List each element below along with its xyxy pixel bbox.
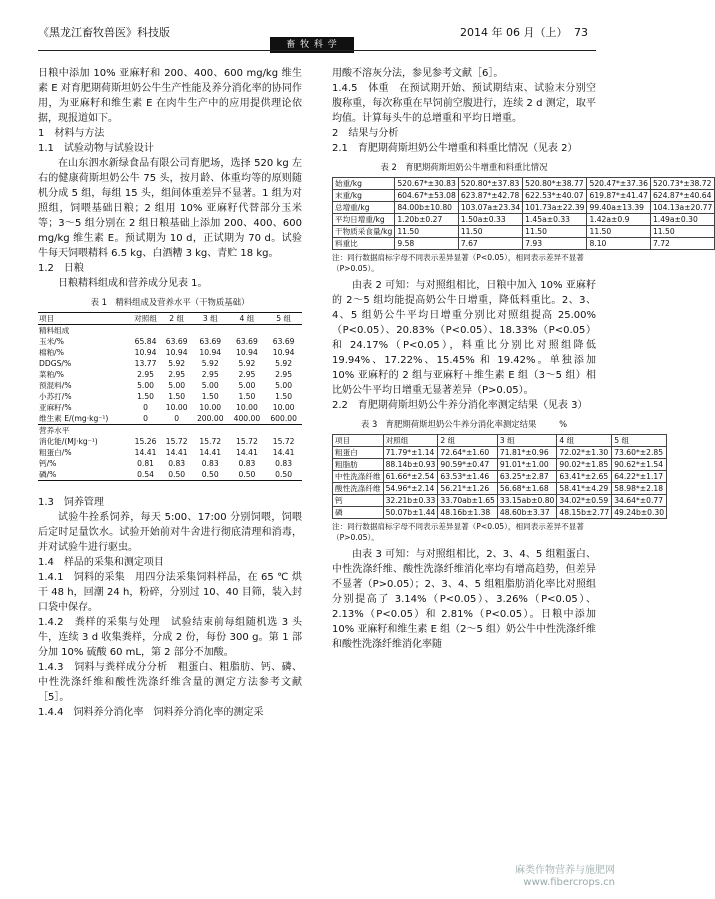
- table-cell: 5.92: [201, 359, 219, 368]
- table-cell: 5.92: [238, 359, 256, 368]
- table-cell: 1.50a±0.33: [458, 214, 522, 226]
- subsection-heading: 1.3 饲养管理: [38, 497, 104, 508]
- table-cell: 5.92: [168, 359, 186, 368]
- table2-row: [333, 202, 715, 214]
- table-cell: 90.02*±1.85: [557, 459, 612, 471]
- table1: [38, 312, 302, 481]
- table-cell: 64.22*±1.17: [612, 471, 667, 483]
- table-cell: 14.41: [134, 448, 157, 457]
- table3-caption: [332, 417, 596, 432]
- table-cell: 10.00: [199, 403, 222, 412]
- table1-section-row: [38, 425, 302, 437]
- table-cell: 72.64*±1.60: [438, 447, 497, 459]
- table3-row: [333, 495, 667, 507]
- table-cell: 10.94: [236, 348, 258, 357]
- table-cell: 0.83: [238, 459, 256, 468]
- table-cell: 0.50: [168, 470, 186, 479]
- table-cell: 10.00: [165, 403, 188, 412]
- table3-unit: %: [559, 419, 568, 429]
- table-cell: 72.02*±1.30: [557, 447, 612, 459]
- table-cell: 15.72: [199, 437, 222, 446]
- table-cell: 平均日增重/kg: [333, 214, 395, 226]
- table-cell: 34.64*±0.77: [612, 495, 667, 507]
- table-cell: 520.47*±37.36: [587, 178, 650, 190]
- table-cell: 预混料/%: [39, 381, 72, 390]
- table-cell: 48.15b±2.77: [557, 507, 612, 519]
- table-cell: 101.73a±22.39: [523, 202, 587, 214]
- table-cell: 623.87*±42.78: [458, 190, 522, 202]
- table-cell: 10.94: [272, 348, 295, 357]
- subsection-heading: 2.1 育肥期荷斯坦奶公牛增重和料重比情况（见表 2）: [332, 143, 578, 154]
- table-cell: 料重比: [333, 238, 395, 250]
- table-cell: 63.69: [199, 337, 222, 346]
- table-cell: 5.00: [201, 381, 219, 390]
- table-cell: 末重/kg: [333, 190, 395, 202]
- body-paragraph: 1.4.2 粪样的采集与处理 试验结束前每组随机选 3 头牛，连续 3 d 收集粪样，分成 2 份，每份 300 g。第 1 部分加 10% 硫酸 60 mL，第 2 部分不加酸。: [38, 617, 302, 658]
- left-column: [38, 66, 302, 720]
- table-cell: 亚麻籽/%: [39, 403, 72, 412]
- table-cell: 63.41*±2.65: [557, 471, 612, 483]
- table-cell: 58.41*±4.29: [557, 483, 612, 495]
- table-cell: 1.49a±0.30: [650, 214, 714, 226]
- table1-header-cell: 3 组: [202, 314, 218, 323]
- table-cell: 1.50: [168, 392, 186, 401]
- table-cell: 33.15ab±0.80: [497, 495, 556, 507]
- table-cell: 7.72: [650, 238, 714, 250]
- table1-row: [38, 458, 302, 469]
- table-cell: 2.95: [168, 370, 186, 379]
- table-cell: 0.83: [275, 459, 293, 468]
- table-cell: 0: [143, 414, 148, 423]
- table-cell: 11.50: [650, 226, 714, 238]
- table-cell: 2.95: [238, 370, 256, 379]
- table-cell: 10.94: [134, 348, 157, 357]
- table-cell: 58.98*±2.18: [612, 483, 667, 495]
- table-cell: 0.50: [201, 470, 219, 479]
- table-cell: 酸性洗涤纤维: [333, 483, 384, 495]
- table-cell: 2.95: [201, 370, 219, 379]
- table-cell: 棉粕/%: [39, 348, 64, 357]
- table-cell: 1.50: [238, 392, 256, 401]
- table-cell: 1.50: [275, 392, 293, 401]
- table1-header-cell: 对照组: [134, 314, 157, 323]
- table1-header-cell: 2 组: [169, 314, 185, 323]
- table-cell: 84.00b±10.80: [395, 202, 458, 214]
- table-cell: 7.93: [523, 238, 587, 250]
- subsection-heading: 1.1 试验动物与试验设计: [38, 143, 154, 154]
- section-heading: 2 结果与分析: [332, 128, 399, 139]
- table-cell: 粗脂肪: [333, 459, 384, 471]
- table-cell: 5.00: [275, 381, 293, 390]
- table-cell: 71.79*±1.14: [383, 447, 438, 459]
- table-cell: 14.41: [199, 448, 222, 457]
- table-cell: 0.50: [238, 470, 256, 479]
- table-cell: 56.21*±1.26: [438, 483, 497, 495]
- table-cell: 玉米/%: [39, 337, 64, 346]
- table2-row: [333, 178, 715, 190]
- right-column: [332, 66, 713, 652]
- table3-note: 注：同行数据肩标字母不同表示差异显著（P<0.05），相同表示差异不显著（P>0.05）。: [332, 522, 584, 542]
- body-paragraph: 日粮精料组成和营养成分见表 1。: [58, 278, 208, 289]
- table-cell: 48.60b±3.37: [497, 507, 556, 519]
- table3-header-cell: 2 组: [438, 435, 497, 447]
- table1-row: [38, 402, 302, 413]
- table3-header-row: [333, 435, 667, 447]
- table-cell: 91.01*±1.00: [497, 459, 556, 471]
- table-cell: 50.07b±1.44: [383, 507, 438, 519]
- table-cell: 5.00: [137, 381, 154, 390]
- table-cell: 15.72: [165, 437, 188, 446]
- table-cell: 520.67*±30.83: [395, 178, 458, 190]
- table-cell: 7.67: [458, 238, 522, 250]
- table1-section-row: [38, 325, 302, 337]
- table1-header-row: [38, 313, 302, 325]
- table-cell: 磷: [333, 507, 384, 519]
- journal-name: 《黑龙江畜牧兽医》科技版: [38, 26, 170, 39]
- table-cell: 400.00: [233, 414, 261, 423]
- table-cell: 0: [174, 414, 180, 423]
- table-cell: 88.14b±0.93: [383, 459, 438, 471]
- table-cell: 520.80*±38.77: [523, 178, 587, 190]
- table-cell: 14.41: [236, 448, 258, 457]
- table-cell: 8.10: [587, 238, 650, 250]
- table2-row: [333, 226, 715, 238]
- table3-row: [333, 507, 667, 519]
- body-paragraph: 试验牛拴系饲养，每天 5:00、17:00 分别饲喂，饲喂后定时足量饮水。试验开始前对牛舍进行彻底清理和消毒，并对试验牛进行驱虫。: [38, 512, 302, 553]
- table-cell: 56.68*±1.68: [497, 483, 556, 495]
- table-cell: 1.50: [201, 392, 219, 401]
- table-cell: 15.72: [272, 437, 295, 446]
- intro-paragraph: 日粮中添加 10% 亚麻籽和 200、400、600 mg/kg 维生素 E 对育肥期荷斯坦奶公牛生产性能及养分消化率的协同作用，为亚麻籽和维生素 E 在肉牛生产中的应用提供理论依据，现报道如下。: [38, 68, 302, 124]
- table1-header-cell: 项目: [39, 314, 55, 323]
- table-cell: 2.95: [275, 370, 293, 379]
- table2: [332, 177, 715, 250]
- table-cell: 维生素 E/(mg·kg⁻¹): [39, 414, 109, 423]
- table3-header-cell: 5 组: [612, 435, 667, 447]
- table-cell: 11.50: [458, 226, 522, 238]
- table-cell: 90.62*±1.54: [612, 459, 667, 471]
- table3-row: [333, 459, 667, 471]
- table-cell: 始重/kg: [333, 178, 395, 190]
- page-number: 73: [574, 26, 588, 39]
- table-cell: 15.72: [236, 437, 258, 446]
- table-cell: DDGS/%: [39, 359, 72, 368]
- table1-header-cell: 4 组: [239, 314, 255, 323]
- table3-header-cell: 项目: [333, 435, 384, 447]
- table3-header-cell: 3 组: [497, 435, 556, 447]
- table1-row: [38, 347, 302, 358]
- table-cell: 0.54: [137, 470, 154, 479]
- table-cell: 63.25*±2.87: [497, 471, 556, 483]
- table1-header-cell: 5 组: [276, 314, 292, 323]
- table3-header-cell: 4 组: [557, 435, 612, 447]
- body-paragraph: 由表 3 可知：与对照组相比，2、3、4、5 组粗蛋白、中性洗涤纤维、酸性洗涤纤维消化率均有增高趋势，但差异不显著（P>0.05）；2、3、4、5 组粗脂肪消化率比对照组分别提高了 3.14%（P<0.05）、3.26%（P<0.05）、2.13%（P<0.05）和 2.81%（P<0.05）。日粮中添加 10% 亚麻籽和维生素 E 组（2～5 组）奶公牛中性洗涤纤维和酸性洗涤纤维消化率随: [332, 549, 596, 650]
- table-cell: 钙: [333, 495, 384, 507]
- table1-row: [38, 469, 302, 481]
- table1-row: [38, 358, 302, 369]
- table-cell: 600.00: [270, 414, 297, 423]
- table-cell: 63.53*±1.46: [438, 471, 497, 483]
- table-cell: 13.77: [134, 359, 157, 368]
- table-cell: 103.07a±23.34: [458, 202, 522, 214]
- table-cell: 14.41: [272, 448, 295, 457]
- table-cell: 48.16b±1.38: [438, 507, 497, 519]
- table-cell: 1.45a±0.33: [523, 214, 587, 226]
- body-paragraph: 用酸不溶灰分法，参见参考文献［6］。: [332, 68, 504, 79]
- header-rule: [38, 50, 596, 51]
- table1-section-label: 精料组成: [39, 326, 70, 335]
- table1-row: [38, 380, 302, 391]
- table-cell: 49.24b±0.30: [612, 507, 667, 519]
- table-cell: 15.26: [134, 437, 157, 446]
- table-cell: 磷/%: [39, 470, 57, 479]
- table2-row: [333, 214, 715, 226]
- table-cell: 622.53*±40.07: [523, 190, 587, 202]
- table-cell: 73.60*±2.85: [612, 447, 667, 459]
- table-cell: 11.50: [587, 226, 650, 238]
- table3-caption-text: 表 3 育肥期荷斯坦奶公牛养分消化率测定结果: [360, 419, 537, 429]
- table-cell: 63.69: [272, 337, 295, 346]
- table-cell: 钙/%: [39, 459, 57, 468]
- table-cell: 1.42a±0.9: [587, 214, 650, 226]
- table1-row: [38, 413, 302, 425]
- table-cell: 104.13a±20.77: [650, 202, 714, 214]
- table-cell: 32.21b±0.33: [383, 495, 438, 507]
- table-cell: 65.84: [134, 337, 157, 346]
- table-cell: 1.20b±0.27: [395, 214, 458, 226]
- table2-row: [333, 190, 715, 202]
- table-cell: 11.50: [523, 226, 587, 238]
- table-cell: 34.02*±0.59: [557, 495, 612, 507]
- body-paragraph: 由表 2 可知：与对照组相比，日粮中加入 10% 亚麻籽的 2～5 组均能提高奶公牛日增重，降低料重比。2、3、4、5 组奶公牛平均日增重分别比对照组提高 25.00%（P<0.05）、20.83%（P<0.05）、18.33%（P<0.05）和 24.17%（P<0.05），料重比分别比对照组降低 19.94%、17.22%、15.45% 和 19.42%。单独添加 10% 亚麻籽的 2 组与亚麻籽＋维生素 E 组（3～5 组）相比奶公牛平均日增重无显著差异（P>0.05）。: [332, 280, 596, 396]
- table-cell: 63.69: [165, 337, 188, 346]
- table-cell: 200.00: [196, 414, 224, 423]
- watermark: [515, 865, 615, 889]
- body-paragraph: 1.4.1 饲料的采集 用四分法采集饲料样品，在 65 ℃ 烘干 48 h，回潮 24 h，粉碎，分别过 10、40 目筛，装入封口袋中保存。: [38, 572, 302, 613]
- table-cell: 菜粕/%: [39, 370, 64, 379]
- table-cell: 5.00: [238, 381, 256, 390]
- table-cell: 71.81*±0.96: [497, 447, 556, 459]
- table-cell: 54.96*±2.14: [383, 483, 438, 495]
- body-paragraph: 在山东泗水新绿食品有限公司育肥场，选择 520 kg 左右的健康荷斯坦奶公牛 75 头，按月龄、体重均等的原则随机分成 5 组，每组 15 头，组间体重差异不显著。1 组为对照组，饲喂基础日粮；2 组用 10% 亚麻籽代替部分玉米等；3～5 组分别在 2 组日粮基础上添加 200、400、600 mg/kg 维生素 E。预试期为 10 d，正试期为 70 d。试验牛每天饲喂精料 6.5 kg、白酒糟 3 kg、青贮 18 kg。: [38, 158, 302, 259]
- table-cell: 中性洗涤纤维: [333, 471, 384, 483]
- table3-row: [333, 471, 667, 483]
- table1-row: [38, 436, 302, 447]
- subsection-heading: 1.2 日粮: [38, 263, 84, 274]
- table3-header-cell: 对照组: [383, 435, 438, 447]
- table1-row: [38, 369, 302, 380]
- table2-note: 注：同行数据肩标字母不同表示差异显著（P<0.05），相同表示差异不显著（P>0.05）。: [332, 253, 584, 273]
- table-cell: 0.50: [275, 470, 293, 479]
- table-cell: 624.87*±40.64: [650, 190, 714, 202]
- table-cell: 10.00: [236, 403, 258, 412]
- table-cell: 消化能/(MJ·kg⁻¹): [39, 437, 98, 446]
- table-cell: 0.83: [201, 459, 219, 468]
- table-cell: 2.95: [137, 370, 154, 379]
- table-cell: 0.81: [137, 459, 154, 468]
- table-cell: 5.92: [275, 359, 293, 368]
- table-cell: 63.69: [236, 337, 258, 346]
- body-paragraph: 1.4.4 饲料养分消化率 饲料养分消化率的测定采: [38, 707, 264, 718]
- section-banner: 畜 牧 科 学: [270, 37, 354, 53]
- table-cell: 粗蛋白: [333, 447, 384, 459]
- table1-caption: 表 1 精料组成及营养水平（干物质基础）: [90, 297, 250, 307]
- table-cell: 520.73*±38.72: [650, 178, 714, 190]
- table-cell: 11.50: [395, 226, 458, 238]
- table-cell: 0.83: [168, 459, 186, 468]
- table1-row: [38, 391, 302, 402]
- body-paragraph: 1.4.3 饲料与粪样成分分析 粗蛋白、粗脂肪、钙、磷、中性洗涤纤维和酸性洗涤纤维含量的测定方法参考文献［5］。: [38, 662, 302, 703]
- body-paragraph: 1.4.5 体重 在预试期开始、预试期结束、试验末分别空腹称重，每次称重在早饲前空腹进行，连续 2 d 测定，取平均值。计算每头牛的总增重和平均日增重。: [332, 83, 596, 124]
- table-cell: 619.87*±41.47: [587, 190, 650, 202]
- table-cell: 520.80*±37.83: [458, 178, 522, 190]
- table-cell: 粗蛋白/%: [39, 448, 72, 457]
- table-cell: 33.70ab±1.65: [438, 495, 497, 507]
- table-cell: 0: [143, 403, 148, 412]
- table-cell: 99.40a±13.39: [587, 202, 650, 214]
- table-cell: 10.00: [272, 403, 295, 412]
- table3-row: [333, 447, 667, 459]
- table-cell: 总增重/kg: [333, 202, 395, 214]
- watermark-site-name: 麻类作物营养与施肥网: [515, 865, 615, 876]
- table-cell: 9.58: [395, 238, 458, 250]
- table-cell: 14.41: [165, 448, 188, 457]
- issue-date: 2014 年 06 月（上）: [460, 26, 568, 39]
- table-cell: 61.66*±2.54: [383, 471, 438, 483]
- table-cell: 10.94: [199, 348, 222, 357]
- table-cell: 604.67*±53.08: [395, 190, 458, 202]
- watermark-url: www.fibercrops.cn: [523, 877, 615, 888]
- table1-section-label: 营养水平: [39, 426, 70, 435]
- table1-row: [38, 447, 302, 458]
- subsection-heading: 1.4 样品的采集和测定项目: [38, 557, 164, 568]
- subsection-heading: 2.2 育肥期荷斯坦奶公牛养分消化率测定结果（见表 3）: [332, 400, 588, 411]
- table-cell: 10.94: [165, 348, 188, 357]
- table-cell: 干物质采食量/kg: [333, 226, 395, 238]
- table3-row: [333, 483, 667, 495]
- table-cell: 1.50: [137, 392, 154, 401]
- table2-row: [333, 238, 715, 250]
- section-heading: 1 材料与方法: [38, 128, 105, 139]
- table1-row: [38, 336, 302, 347]
- table-cell: 小苏打/%: [39, 392, 72, 401]
- table3: [332, 434, 667, 519]
- table2-caption: 表 2 育肥期荷斯坦奶公牛增重和料重比情况: [380, 162, 548, 172]
- table-cell: 90.59*±0.47: [438, 459, 497, 471]
- table-cell: 5.00: [168, 381, 186, 390]
